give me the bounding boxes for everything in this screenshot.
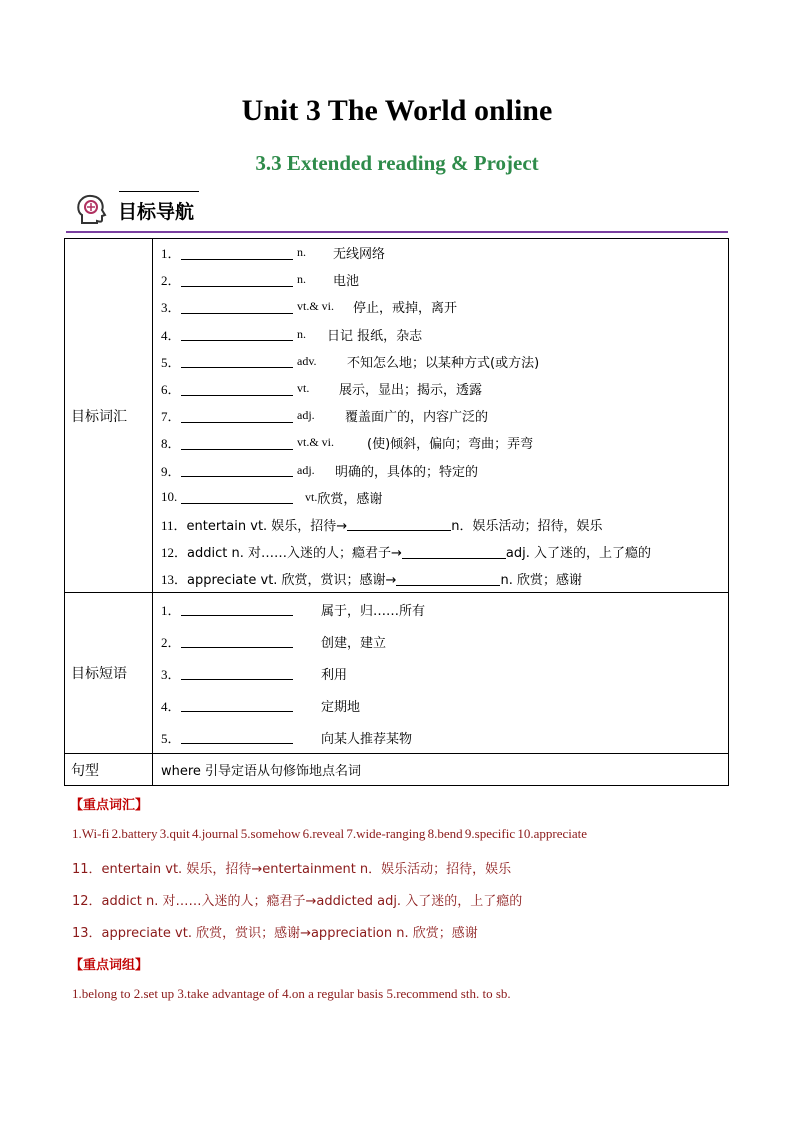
item-number: 3．: [161, 300, 181, 316]
phrase-item: [161, 625, 728, 657]
answer-blank[interactable]: [347, 517, 451, 531]
part-of-speech: n.: [297, 272, 306, 287]
vocab-item: [161, 348, 728, 375]
section-header: [74, 190, 194, 230]
derived-item: [161, 538, 728, 565]
answer-blank[interactable]: [181, 354, 293, 368]
derived-item: [161, 511, 728, 538]
item-number: 2．: [161, 273, 181, 289]
answers-vocab-heading: 【重点词汇】: [70, 798, 149, 813]
vocab-item: [161, 375, 728, 402]
vocab-item: [161, 429, 728, 456]
vocab-item: [161, 266, 728, 293]
page-subtitle: 3.3 Extended reading & Project: [255, 151, 539, 175]
item-number: 11．: [161, 517, 187, 533]
section-divider: [66, 231, 728, 233]
answers-vocab-line: 1.Wi-fi 2.battery 3.quit 4.journal 5.somehow 6.reveal 7.wide-ranging 8.bend 9.specific 10.appreciate: [72, 826, 588, 841]
answer-blank[interactable]: [181, 382, 293, 396]
vocab-item: [161, 484, 728, 511]
sentence-label: 句型: [65, 754, 153, 786]
answer-blank[interactable]: [181, 409, 293, 423]
answer-blank[interactable]: [181, 436, 293, 450]
item-number: 1．: [161, 246, 181, 262]
meaning: 停止，戒掉，离开: [353, 301, 458, 317]
part-of-speech: n.: [297, 245, 306, 260]
phrase-label: 目标短语: [65, 593, 153, 754]
part-of-speech: adj.: [297, 462, 315, 477]
answer-blank[interactable]: [181, 634, 293, 648]
goals-table: [64, 238, 729, 786]
derived-meaning: adj. 入了迷的，上了瘾的: [505, 546, 651, 562]
derived-item: [161, 565, 728, 592]
answer-blank[interactable]: [181, 463, 293, 477]
part-of-speech: vt.: [297, 381, 310, 396]
answer-blank[interactable]: [181, 246, 293, 260]
derived-meaning: n．娱乐活动；招待，娱乐: [451, 518, 603, 534]
part-of-speech: vt.: [305, 489, 318, 504]
part-of-speech: adj.: [297, 408, 315, 423]
derived-prompt: entertain vt. 娱乐，招待→: [186, 518, 348, 534]
page-title: Unit 3 The World online: [241, 94, 553, 127]
section-title: 目标导航: [118, 200, 195, 223]
phrase-cell: [153, 593, 729, 754]
vocab-label: 目标词汇: [65, 239, 153, 593]
part-of-speech: vt.& vi.: [297, 299, 335, 314]
item-number: 12．: [161, 545, 188, 561]
meaning: 创建，建立: [321, 635, 387, 651]
vocab-item: [161, 402, 728, 429]
meaning: 定期地: [321, 699, 361, 715]
part-of-speech: n.: [297, 326, 306, 341]
phrase-item: [161, 689, 728, 721]
meaning: 欣赏，感谢: [317, 491, 383, 507]
item-number: 5．: [161, 730, 181, 746]
vocab-item: [161, 321, 728, 348]
answers-line-13: 13．appreciate vt. 欣赏，赏识；感谢→appreciation n. 欣赏；感谢: [72, 926, 478, 941]
phrase-item: [161, 721, 728, 753]
vocab-row: [65, 239, 729, 593]
meaning: 日记 报纸，杂志: [327, 328, 423, 344]
answers-line-11: 11．entertain vt. 娱乐，招待→entertainment n．娱乐活动；招待，娱乐: [72, 862, 512, 877]
item-number: 6．: [161, 382, 181, 398]
meaning: 向某人推荐某物: [321, 731, 413, 747]
answers-phrase-heading: 【重点词组】: [70, 958, 149, 973]
item-number: 2．: [161, 634, 181, 650]
item-number: 13．: [161, 572, 188, 588]
answer-blank[interactable]: [181, 666, 293, 680]
answer-blank[interactable]: [402, 545, 506, 559]
meaning: 覆盖面广的，内容广泛的: [345, 410, 489, 426]
meaning: 属于，归……所有: [321, 603, 426, 619]
answer-blank[interactable]: [181, 602, 293, 616]
item-number: 4．: [161, 327, 181, 343]
vocab-item: [161, 457, 728, 484]
answer-blank[interactable]: [181, 300, 293, 314]
item-number: 3．: [161, 666, 181, 682]
meaning: 电池: [333, 274, 360, 290]
item-number: 9．: [161, 463, 181, 479]
phrase-row: [65, 593, 729, 754]
item-number: 7．: [161, 409, 181, 425]
derived-meaning: n. 欣赏；感谢: [500, 573, 582, 589]
head-brain-icon: [74, 193, 108, 227]
answer-blank[interactable]: [181, 730, 293, 744]
phrase-item: [161, 593, 728, 625]
meaning: 利用: [321, 667, 348, 683]
answer-blank[interactable]: [181, 327, 293, 341]
phrase-item: [161, 657, 728, 689]
sentence-text: where 引导定语从句修饰地点名词: [153, 754, 729, 786]
part-of-speech: vt.& vi.: [297, 435, 335, 450]
meaning: 展示，显出；揭示，透露: [339, 383, 483, 399]
vocab-item: [161, 293, 728, 320]
part-of-speech: adv.: [297, 353, 317, 368]
answer-blank[interactable]: [396, 572, 500, 586]
answers-line-12: 12．addict n. 对……入迷的人；瘾君子→addicted adj. 入了迷的，上了瘾的: [72, 894, 523, 909]
meaning: 不知怎么地；以某种方式(或方法): [347, 355, 540, 371]
meaning: (使)倾斜，偏向；弯曲；弄弯: [367, 437, 534, 453]
answer-blank[interactable]: [181, 490, 293, 504]
item-number: 10.: [161, 489, 178, 505]
vocab-cell: [153, 239, 729, 593]
derived-prompt: addict n. 对……入迷的人；瘾君子→: [187, 546, 402, 562]
sentence-row: [65, 754, 729, 786]
answers-phrase-line: 1.belong to 2.set up 3.take advantage of 4.on a regular basis 5.recommend sth. to sb.: [72, 986, 511, 1001]
meaning: 明确的，具体的；特定的: [335, 464, 479, 480]
item-number: 8．: [161, 436, 181, 452]
answer-blank[interactable]: [181, 698, 293, 712]
item-number: 1．: [161, 602, 181, 618]
meaning: 无线网络: [333, 247, 386, 263]
answer-blank[interactable]: [181, 273, 293, 287]
derived-prompt: appreciate vt. 欣赏，赏识；感谢→: [187, 573, 397, 589]
item-number: 5．: [161, 354, 181, 370]
item-number: 4．: [161, 698, 181, 714]
vocab-item: [161, 239, 728, 266]
